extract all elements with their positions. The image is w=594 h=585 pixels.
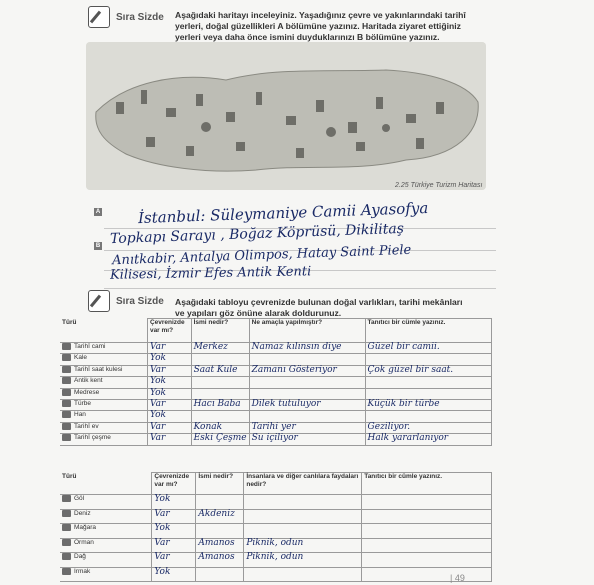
handwriting-line: Anıtkabir, Antalya Olimpos, Hatay Saint Piele bbox=[111, 242, 412, 269]
exists-cell: Yok bbox=[147, 388, 191, 399]
description-cell: Güzel bir camii. bbox=[365, 343, 491, 354]
row-type: Antik kent bbox=[74, 377, 103, 385]
description-cell bbox=[365, 377, 491, 388]
purpose-cell bbox=[249, 411, 365, 422]
madrasa-icon bbox=[62, 389, 71, 396]
col-exists: Çevrenizde var mı? bbox=[147, 319, 191, 343]
exists-cell: Var bbox=[152, 538, 196, 553]
name-cell bbox=[191, 377, 249, 388]
label-a: A bbox=[95, 209, 101, 215]
instruction-text: Aşağıdaki haritayı inceleyiniz. Yaşadığınız çevre ve yakınlarındaki tarihî yerleri, doğal güzellikleri A bölümüne yazınız. Haritada ziyaret ettiğiniz yerleri veya daha önce ismini duyduklarınızı B bölümüne yazınız. bbox=[175, 10, 466, 42]
description-cell: Çok güzel bir saat. bbox=[365, 365, 491, 376]
row-type: Orman bbox=[74, 538, 94, 546]
pencil-icon bbox=[88, 6, 110, 28]
benefit-cell: Piknik, odun bbox=[244, 538, 362, 553]
name-cell: Amanos bbox=[196, 553, 244, 568]
purpose-cell: Zamanı Gösteriyor bbox=[249, 365, 365, 376]
table-header-row bbox=[60, 319, 492, 343]
exists-cell: Yok bbox=[152, 524, 196, 539]
row-type: Tarihî saat kulesi bbox=[74, 365, 123, 373]
table-row bbox=[60, 524, 492, 539]
ancient-city-icon bbox=[62, 377, 71, 384]
name-cell bbox=[191, 388, 249, 399]
mountain-icon bbox=[62, 553, 71, 560]
col-purpose: Ne amaçla yapılmıştır? bbox=[249, 319, 365, 343]
instruction-text: Aşağıdaki tabloyu çevrenizde bulunan doğal varlıkları, tarihi mekânları ve yapıları göz önüne alarak doldurunuz. bbox=[175, 297, 463, 318]
exists-cell: Var bbox=[147, 399, 191, 410]
row-type: Medrese bbox=[74, 388, 100, 396]
benefit-cell bbox=[244, 495, 362, 510]
description-cell bbox=[365, 411, 491, 422]
table-row bbox=[60, 388, 492, 399]
description-cell: Halk yararlanıyor bbox=[365, 434, 491, 445]
house-icon bbox=[62, 423, 71, 430]
table-row bbox=[60, 567, 492, 582]
col-type: Türü bbox=[60, 473, 152, 495]
description-cell bbox=[362, 538, 492, 553]
exists-cell: Yok bbox=[152, 567, 196, 582]
lake-icon bbox=[62, 495, 71, 502]
table-row bbox=[60, 509, 492, 524]
name-cell: Merkez bbox=[191, 343, 249, 354]
row-type: Deniz bbox=[74, 509, 91, 517]
col-type: Türü bbox=[60, 319, 147, 343]
exists-cell: Var bbox=[147, 365, 191, 376]
handwriting-line: İstanbul: Süleymaniye Camii Ayasofya bbox=[137, 198, 429, 228]
clock-tower-icon bbox=[62, 366, 71, 373]
name-cell: Hacı Baba bbox=[191, 399, 249, 410]
description-cell: Geziliyor. bbox=[365, 422, 491, 433]
mosque-icon bbox=[62, 343, 71, 350]
castle-icon bbox=[62, 354, 71, 361]
description-cell bbox=[362, 495, 492, 510]
exists-cell: Yok bbox=[147, 411, 191, 422]
name-cell bbox=[191, 354, 249, 365]
map-caption: 2.25 Türkiye Turizm Haritası bbox=[395, 182, 483, 189]
exists-cell: Var bbox=[147, 343, 191, 354]
turkey-tourism-map bbox=[86, 42, 486, 190]
col-benefit: İnsanlara ve diğer canlılara faydaları nedir? bbox=[244, 473, 362, 495]
tomb-icon bbox=[62, 400, 71, 407]
description-cell bbox=[362, 509, 492, 524]
natural-assets-table bbox=[60, 472, 492, 582]
benefit-cell bbox=[244, 567, 362, 582]
name-cell bbox=[196, 495, 244, 510]
description-cell bbox=[362, 567, 492, 582]
benefit-cell bbox=[244, 509, 362, 524]
name-cell bbox=[191, 411, 249, 422]
purpose-cell: Namaz kılınsın diye bbox=[249, 343, 365, 354]
description-cell bbox=[365, 388, 491, 399]
name-cell: Saat Kule bbox=[191, 365, 249, 376]
table-row bbox=[60, 354, 492, 365]
exists-cell: Var bbox=[152, 553, 196, 568]
row-type: Tarihî cami bbox=[74, 343, 106, 350]
table-row bbox=[60, 365, 492, 376]
name-cell: Konak bbox=[191, 422, 249, 433]
col-description: Tanıtıcı bir cümle yazınız. bbox=[365, 319, 491, 343]
table-row bbox=[60, 377, 492, 388]
name-cell bbox=[196, 567, 244, 582]
col-name: İsmi nedir? bbox=[191, 319, 249, 343]
row-type: Tarihî ev bbox=[74, 422, 99, 430]
purpose-cell bbox=[249, 354, 365, 365]
historic-places-table bbox=[60, 318, 492, 446]
cave-icon bbox=[62, 524, 71, 531]
name-cell: Eski Çeşme bbox=[191, 434, 249, 445]
sira-sizde-header-2 bbox=[88, 290, 178, 312]
row-type: Mağara bbox=[74, 524, 97, 531]
purpose-cell: Su içiliyor bbox=[249, 434, 365, 445]
label-b: B bbox=[95, 243, 101, 249]
col-name: İsmi nedir? bbox=[196, 473, 244, 495]
benefit-cell: Piknik, odun bbox=[244, 553, 362, 568]
purpose-cell bbox=[249, 377, 365, 388]
name-cell: Amanos bbox=[196, 538, 244, 553]
row-type: Han bbox=[74, 411, 86, 419]
table-row bbox=[60, 553, 492, 568]
col-exists: Çevrenizde var mı? bbox=[152, 473, 196, 495]
section-label: Sıra Sizde bbox=[116, 295, 164, 307]
name-cell bbox=[196, 524, 244, 539]
fountain-icon bbox=[62, 434, 71, 441]
description-cell bbox=[365, 354, 491, 365]
river-icon bbox=[62, 568, 71, 575]
exists-cell: Var bbox=[147, 422, 191, 433]
table-row bbox=[60, 538, 492, 553]
forest-icon bbox=[62, 539, 71, 546]
row-type: Tarihî çeşme bbox=[74, 434, 111, 442]
inn-icon bbox=[62, 411, 71, 418]
purpose-cell bbox=[249, 388, 365, 399]
name-cell: Akdeniz bbox=[196, 509, 244, 524]
exists-cell: Var bbox=[147, 434, 191, 445]
exists-cell: Yok bbox=[147, 354, 191, 365]
exists-cell: Yok bbox=[147, 377, 191, 388]
table-header-row bbox=[60, 473, 492, 495]
exists-cell: Var bbox=[152, 509, 196, 524]
table-row bbox=[60, 495, 492, 510]
handwriting-line: Kilisesi, İzmir Efes Antik Kenti bbox=[109, 264, 312, 283]
col-description: Tanıtıcı bir cümle yazınız. bbox=[362, 473, 492, 495]
section-label: Sıra Sizde bbox=[116, 11, 164, 23]
purpose-cell: Tarihi yer bbox=[249, 422, 365, 433]
purpose-cell: Dilek tutuluyor bbox=[249, 399, 365, 410]
page-number: | 49 bbox=[450, 573, 465, 583]
table-row bbox=[60, 343, 492, 354]
sea-icon bbox=[62, 510, 71, 517]
table-row bbox=[60, 434, 492, 445]
row-type: Türbe bbox=[74, 399, 91, 407]
description-cell bbox=[362, 524, 492, 539]
row-type: Göl bbox=[74, 495, 85, 502]
exists-cell: Yok bbox=[152, 495, 196, 510]
table-row bbox=[60, 411, 492, 422]
row-type: Kale bbox=[74, 354, 88, 362]
description-cell: Küçük bir türbe bbox=[365, 399, 491, 410]
answer-line bbox=[104, 288, 496, 289]
row-type: Dağ bbox=[74, 553, 86, 560]
benefit-cell bbox=[244, 524, 362, 539]
row-type: Irmak bbox=[74, 567, 91, 575]
table-row bbox=[60, 422, 492, 433]
description-cell bbox=[362, 553, 492, 568]
table-row bbox=[60, 399, 492, 410]
handwriting-line: Topkapı Sarayı , Boğaz Köprüsü, Dikilitaş bbox=[109, 220, 405, 248]
pencil-icon bbox=[88, 290, 110, 312]
